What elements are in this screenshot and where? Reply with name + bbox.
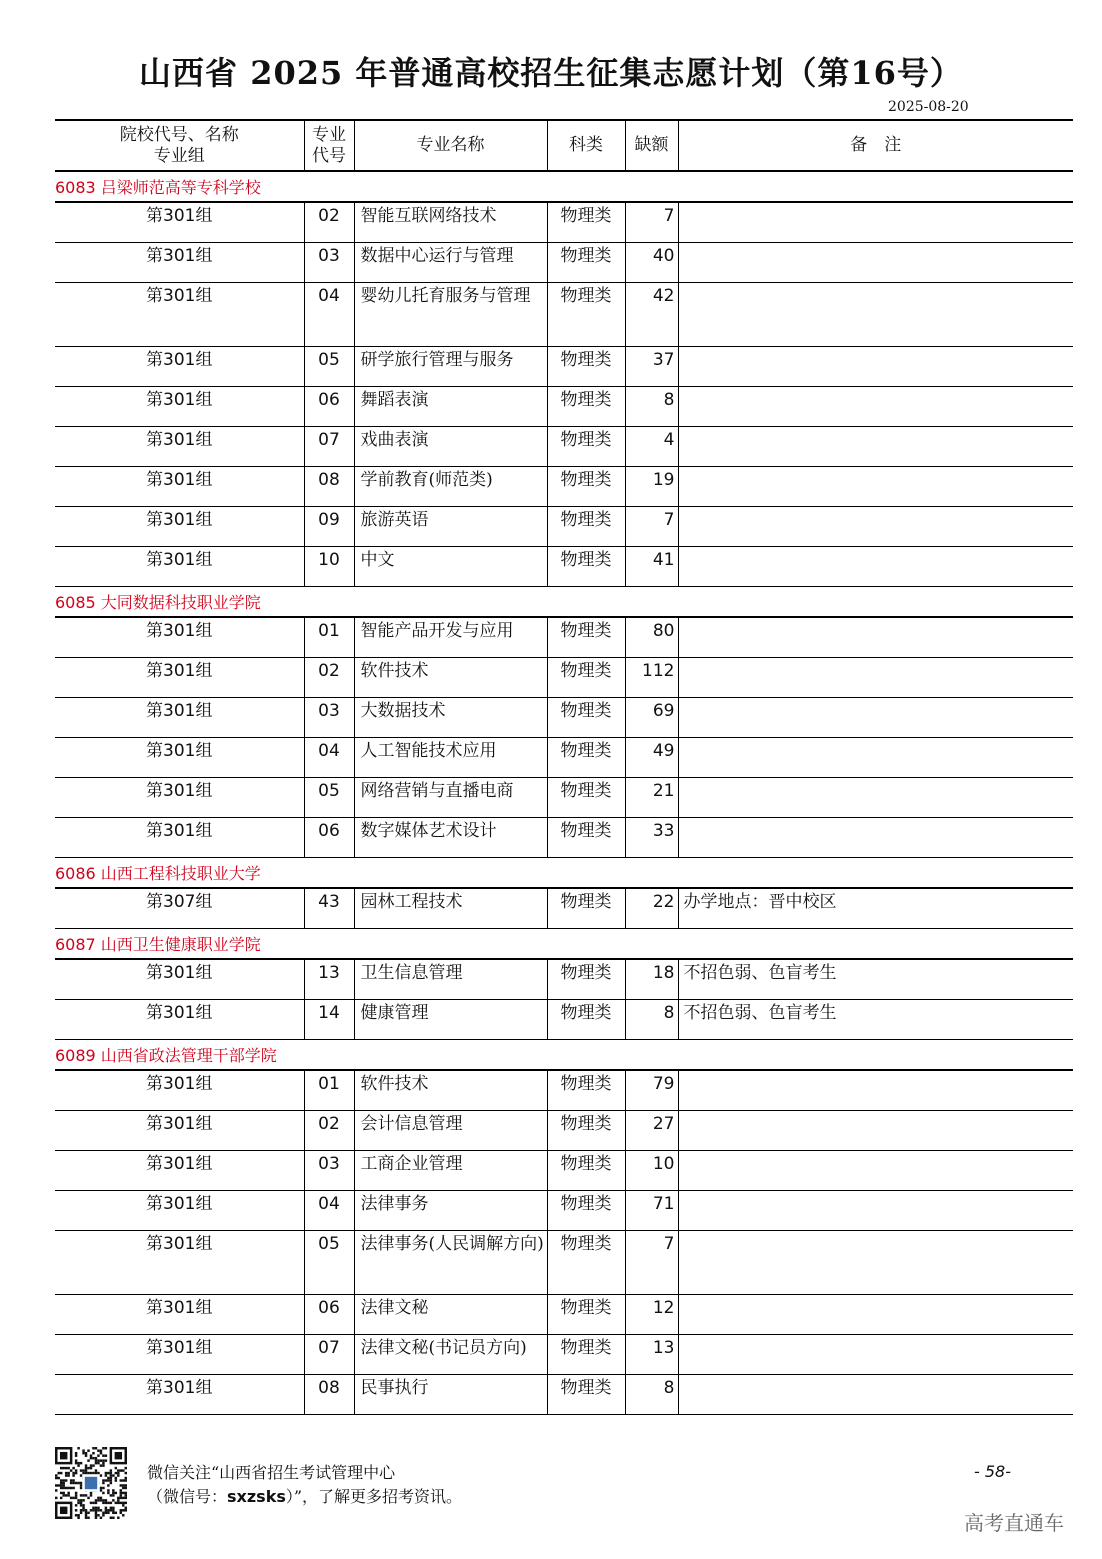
table-body [55,171,1073,1415]
major-code-cell: 04 [304,738,354,778]
major-code-cell: 02 [304,1111,354,1151]
category-cell: 物理类 [547,1111,625,1151]
note-cell: 不招色弱、色盲考生 [678,959,1073,1000]
header-code: 专业 代号 [304,120,354,171]
major-code-cell: 06 [304,1295,354,1335]
major-code-cell: 04 [304,283,354,347]
major-code-cell: 05 [304,347,354,387]
table-row [55,1151,1073,1191]
major-name-cell: 旅游英语 [354,507,547,547]
table-row [55,1295,1073,1335]
page-title: 山西省 2025 年普通高校招生征集志愿计划（第16号） [139,54,963,92]
category-cell: 物理类 [547,347,625,387]
quota-cell: 22 [625,888,678,929]
category-cell: 物理类 [547,658,625,698]
major-code-cell: 09 [304,507,354,547]
quota-cell: 71 [625,1191,678,1231]
quota-cell: 42 [625,283,678,347]
quota-cell: 80 [625,617,678,658]
table-row [55,959,1073,1000]
note-cell [678,1111,1073,1151]
category-cell: 物理类 [547,427,625,467]
group-cell: 第301组 [55,738,304,778]
category-cell: 物理类 [547,818,625,858]
major-name-cell: 舞蹈表演 [354,387,547,427]
table-row [55,1111,1073,1151]
school-name: 6089 山西省政法管理干部学院 [55,1040,1073,1071]
school-header-row [55,929,1073,960]
table-row [55,658,1073,698]
quota-cell: 12 [625,1295,678,1335]
note-cell [678,818,1073,858]
note-cell [678,387,1073,427]
group-cell: 第301组 [55,1375,304,1415]
note-cell [678,617,1073,658]
major-name-cell: 中文 [354,547,547,587]
major-code-cell: 01 [304,1070,354,1111]
quota-cell: 41 [625,547,678,587]
quota-cell: 7 [625,202,678,243]
watermark: 高考直通车 [964,1511,1064,1535]
footer-line-2: （微信号：sxzsks）”，了解更多招考资讯。 [147,1487,463,1506]
table-row [55,507,1073,547]
major-name-cell: 人工智能技术应用 [354,738,547,778]
category-cell: 物理类 [547,1151,625,1191]
table-row [55,617,1073,658]
note-cell: 不招色弱、色盲考生 [678,1000,1073,1040]
group-cell: 第301组 [55,1335,304,1375]
group-cell: 第301组 [55,1070,304,1111]
quota-cell: 19 [625,467,678,507]
major-code-cell: 06 [304,387,354,427]
table-row [55,202,1073,243]
quota-cell: 49 [625,738,678,778]
major-name-cell: 婴幼儿托育服务与管理 [354,283,547,347]
footer-line-1: 微信关注“山西省招生考试管理中心 [147,1463,396,1482]
table-row [55,387,1073,427]
major-name-cell: 学前教育(师范类) [354,467,547,507]
quota-cell: 18 [625,959,678,1000]
category-cell: 物理类 [547,202,625,243]
category-cell: 物理类 [547,1335,625,1375]
quota-cell: 8 [625,1000,678,1040]
table-row [55,283,1073,347]
category-cell: 物理类 [547,283,625,347]
quota-cell: 27 [625,1111,678,1151]
category-cell: 物理类 [547,738,625,778]
table-row [55,1000,1073,1040]
major-name-cell: 法律事务 [354,1191,547,1231]
category-cell: 物理类 [547,1070,625,1111]
group-cell: 第301组 [55,1151,304,1191]
group-cell: 第307组 [55,888,304,929]
major-name-cell: 法律文秘(书记员方向) [354,1335,547,1375]
page-number: - 58- [974,1462,1011,1481]
major-name-cell: 智能互联网络技术 [354,202,547,243]
publish-date: 2025-08-20 [888,99,969,115]
major-code-cell: 13 [304,959,354,1000]
quota-cell: 4 [625,427,678,467]
quota-cell: 21 [625,778,678,818]
quota-cell: 7 [625,1231,678,1295]
category-cell: 物理类 [547,507,625,547]
school-name: 6083 吕梁师范高等专科学校 [55,171,1073,202]
note-cell [678,778,1073,818]
school-header-row [55,858,1073,889]
group-cell: 第301组 [55,427,304,467]
major-code-cell: 06 [304,818,354,858]
note-cell [678,658,1073,698]
school-name: 6086 山西工程科技职业大学 [55,858,1073,889]
major-code-cell: 02 [304,658,354,698]
group-cell: 第301组 [55,467,304,507]
note-cell [678,347,1073,387]
major-name-cell: 软件技术 [354,1070,547,1111]
quota-cell: 40 [625,243,678,283]
note-cell [678,547,1073,587]
table-row [55,738,1073,778]
table-row [55,1191,1073,1231]
major-name-cell: 戏曲表演 [354,427,547,467]
group-cell: 第301组 [55,959,304,1000]
table-row [55,818,1073,858]
group-cell: 第301组 [55,778,304,818]
quota-cell: 7 [625,507,678,547]
quota-cell: 112 [625,658,678,698]
major-name-cell: 法律事务(人民调解方向) [354,1231,547,1295]
group-cell: 第301组 [55,1000,304,1040]
group-cell: 第301组 [55,617,304,658]
major-code-cell: 10 [304,547,354,587]
table-header-row [55,120,1073,171]
group-cell: 第301组 [55,202,304,243]
major-name-cell: 数据中心运行与管理 [354,243,547,283]
table-row [55,1070,1073,1111]
major-code-cell: 14 [304,1000,354,1040]
quota-cell: 10 [625,1151,678,1191]
quota-cell: 37 [625,347,678,387]
table-row [55,698,1073,738]
school-name: 6087 山西卫生健康职业学院 [55,929,1073,960]
quota-cell: 69 [625,698,678,738]
major-code-cell: 08 [304,1375,354,1415]
major-code-cell: 02 [304,202,354,243]
quota-cell: 8 [625,1375,678,1415]
school-header-row [55,587,1073,618]
major-name-cell: 研学旅行管理与服务 [354,347,547,387]
major-code-cell: 03 [304,698,354,738]
major-code-cell: 04 [304,1191,354,1231]
plan-table [55,119,1073,1415]
group-cell: 第301组 [55,698,304,738]
footer-text [147,1461,462,1509]
major-name-cell: 园林工程技术 [354,888,547,929]
table-row [55,467,1073,507]
quota-cell: 13 [625,1335,678,1375]
school-name: 6085 大同数据科技职业学院 [55,587,1073,618]
note-cell [678,1295,1073,1335]
group-cell: 第301组 [55,818,304,858]
major-name-cell: 会计信息管理 [354,1111,547,1151]
group-cell: 第301组 [55,1295,304,1335]
category-cell: 物理类 [547,547,625,587]
note-cell [678,698,1073,738]
major-name-cell: 健康管理 [354,1000,547,1040]
major-code-cell: 08 [304,467,354,507]
note-cell [678,243,1073,283]
school-header-row [55,1040,1073,1071]
school-header-row [55,171,1073,202]
quota-cell: 8 [625,387,678,427]
major-code-cell: 07 [304,1335,354,1375]
note-cell [678,1335,1073,1375]
major-name-cell: 工商企业管理 [354,1151,547,1191]
category-cell: 物理类 [547,1231,625,1295]
table-row [55,888,1073,929]
major-code-cell: 05 [304,1231,354,1295]
table-row [55,1231,1073,1295]
quota-cell: 79 [625,1070,678,1111]
table-row [55,778,1073,818]
major-name-cell: 网络营销与直播电商 [354,778,547,818]
category-cell: 物理类 [547,959,625,1000]
major-code-cell: 03 [304,243,354,283]
category-cell: 物理类 [547,1375,625,1415]
table-row [55,1375,1073,1415]
note-cell [678,507,1073,547]
major-code-cell: 05 [304,778,354,818]
header-quota: 缺额 [625,120,678,171]
major-code-cell: 07 [304,427,354,467]
category-cell: 物理类 [547,387,625,427]
table-row [55,243,1073,283]
qr-code-icon [55,1447,127,1519]
note-cell [678,1191,1073,1231]
note-cell [678,1375,1073,1415]
quota-cell: 33 [625,818,678,858]
group-cell: 第301组 [55,507,304,547]
major-name-cell: 法律文秘 [354,1295,547,1335]
group-cell: 第301组 [55,347,304,387]
group-cell: 第301组 [55,547,304,587]
note-cell [678,202,1073,243]
major-name-cell: 大数据技术 [354,698,547,738]
table-row [55,347,1073,387]
note-cell [678,1070,1073,1111]
category-cell: 物理类 [547,1295,625,1335]
table-row [55,1335,1073,1375]
group-cell: 第301组 [55,658,304,698]
note-cell: 办学地点：晋中校区 [678,888,1073,929]
major-name-cell: 智能产品开发与应用 [354,617,547,658]
category-cell: 物理类 [547,1191,625,1231]
group-cell: 第301组 [55,387,304,427]
major-code-cell: 43 [304,888,354,929]
note-cell [678,467,1073,507]
group-cell: 第301组 [55,1231,304,1295]
category-cell: 物理类 [547,243,625,283]
major-name-cell: 软件技术 [354,658,547,698]
category-cell: 物理类 [547,698,625,738]
category-cell: 物理类 [547,1000,625,1040]
note-cell [678,283,1073,347]
category-cell: 物理类 [547,888,625,929]
major-name-cell: 民事执行 [354,1375,547,1415]
major-code-cell: 03 [304,1151,354,1191]
note-cell [678,738,1073,778]
note-cell [678,1231,1073,1295]
major-name-cell: 卫生信息管理 [354,959,547,1000]
group-cell: 第301组 [55,1111,304,1151]
category-cell: 物理类 [547,778,625,818]
group-cell: 第301组 [55,283,304,347]
header-category: 科类 [547,120,625,171]
header-note: 备 注 [678,120,1073,171]
header-group: 院校代号、名称 专业组 [55,120,304,171]
group-cell: 第301组 [55,243,304,283]
header-name: 专业名称 [354,120,547,171]
category-cell: 物理类 [547,467,625,507]
major-code-cell: 01 [304,617,354,658]
group-cell: 第301组 [55,1191,304,1231]
note-cell [678,1151,1073,1191]
category-cell: 物理类 [547,617,625,658]
table-row [55,547,1073,587]
major-name-cell: 数字媒体艺术设计 [354,818,547,858]
note-cell [678,427,1073,467]
table-row [55,427,1073,467]
